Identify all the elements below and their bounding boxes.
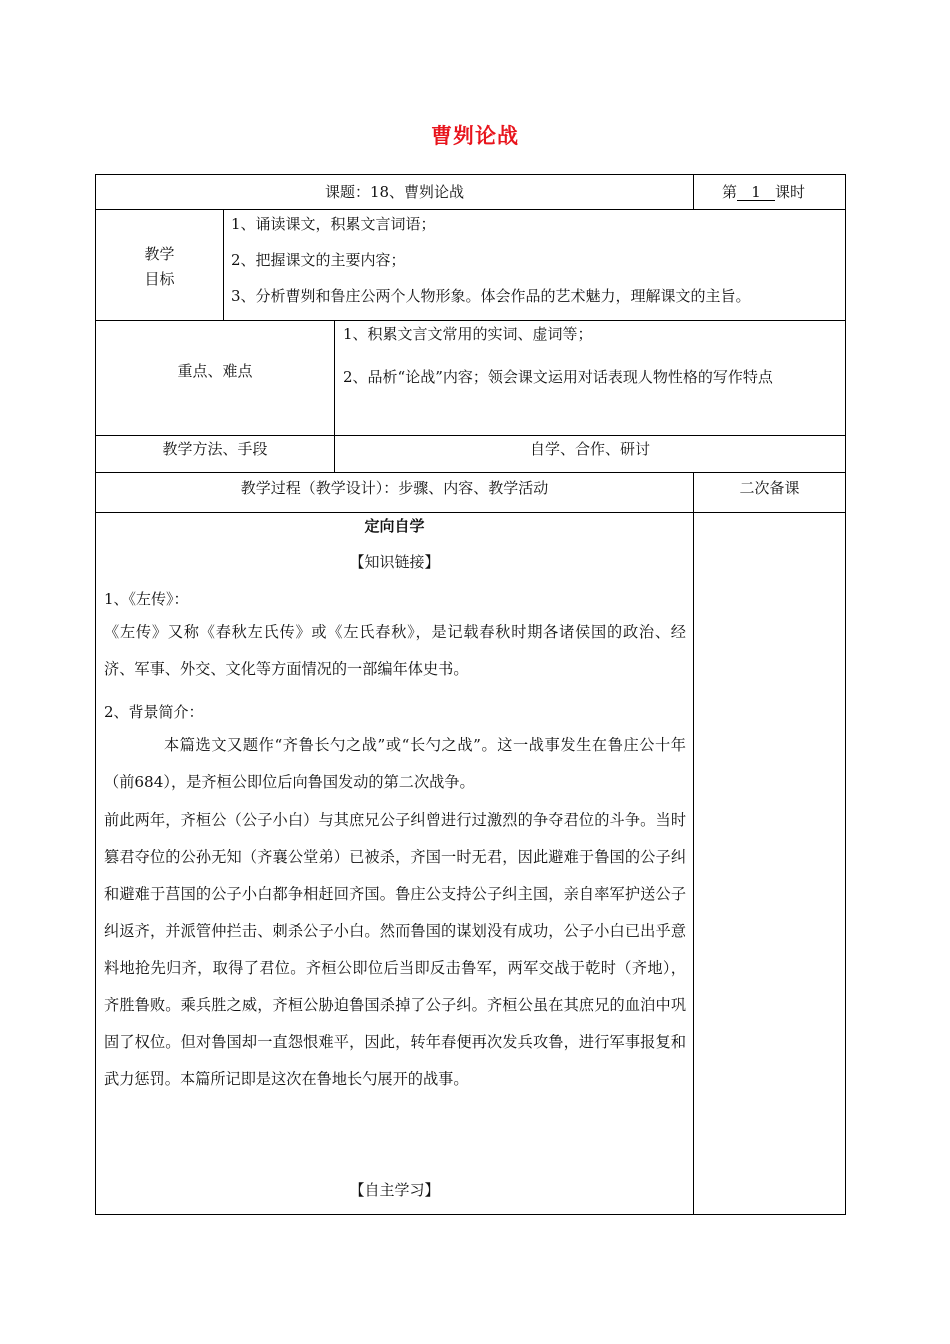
period-prefix: 第 [722,183,738,201]
lesson-topic: 课题：18、曹刿论战 [324,183,465,201]
self-study-heading: 【自主学习】 [349,1181,440,1199]
process-label: 教学过程（教学设计）：步骤、内容、教学活动 [240,479,549,497]
goals-label-line1: 教学 [144,245,175,263]
key-point-item: 2、品析“论战”内容；领会课文运用对话表现人物性格的写作特点 [343,368,773,386]
goal-item: 1、诵读课文，积累文言词语； [231,215,436,233]
knowledge-link-heading: 【知识链接】 [349,553,440,571]
table-divider [95,435,846,436]
item2-paragraph: 前此两年，齐桓公（公子小白）与其庶兄公子纠曾进行过激烈的争夺君位的斗争。当时篡君夺位的公孙无知（齐襄公堂弟）已被杀，齐国一时无君，因此避难于鲁国的公子纠和避难于莒国的公子小白都争相赶回齐国。鲁庄公支持公子纠主国，亲自率军护送公子纠返齐，并派管仲拦击、刺杀公子小白。然而鲁国的谋划没有成功，公子小白已出乎意料地抢先归齐，取得了君位。齐桓公即位后当即反击鲁军，两军交战于乾时（齐地），齐胜鲁败。乘兵胜之威，齐桓公胁迫鲁国杀掉了公子纠。齐桓公虽在其庶兄的血泊中巩固了权位。但对鲁国却一直怨恨难平，因此，转年春便再次发兵攻鲁，进行军事报复和武力惩罚。本篇所记即是这次在鲁地长勺展开的战事。 [104,811,686,1088]
table-divider [693,472,694,1215]
table-border-right [845,174,846,1215]
table-divider [693,174,694,210]
table-border-bottom [95,1214,846,1215]
key-points-label: 重点、难点 [177,362,253,380]
goal-item: 3、分析曹刿和鲁庄公两个人物形象。体会作品的艺术魅力，理解课文的主旨。 [231,287,751,305]
period-suffix: 课时 [775,183,806,201]
table-divider [95,512,846,513]
table-border-top [95,174,846,175]
document-title: 曹刿论战 [431,124,519,148]
goal-item: 2、把握课文的主要内容； [231,251,406,269]
table-divider [223,209,224,321]
methods-label: 教学方法、手段 [162,440,268,458]
methods-value: 自学、合作、研讨 [529,440,650,458]
item1-title: 1、《左传》： [104,590,189,608]
table-divider [95,320,846,321]
item1-text: 《左传》又称《春秋左氏传》或《左氏春秋》，是记载春秋时期各诸侯国的政治、经济、军事、外交、文化等方面情况的一部编年体史书。 [104,623,686,678]
goals-label [96,242,223,292]
item2-title: 2、背景简介： [104,703,204,721]
table-border-left [95,174,96,1215]
lesson-period [722,182,805,202]
table-divider [95,209,846,210]
section-title: 定向自学 [364,517,425,535]
table-divider [95,472,846,473]
period-number: 1 [737,184,775,201]
goals-label-line2: 目标 [144,270,175,288]
item2-paragraph: 本篇选文又题作“齐鲁长勺之战”或“长勺之战”。这一战事发生在鲁庄公十年（前684），是齐桓公即位后向鲁国发动的第二次战争。 [104,736,686,791]
key-point-item: 1、积累文言文常用的实词、虚词等； [343,325,593,343]
second-prep-label: 二次备课 [739,479,800,497]
